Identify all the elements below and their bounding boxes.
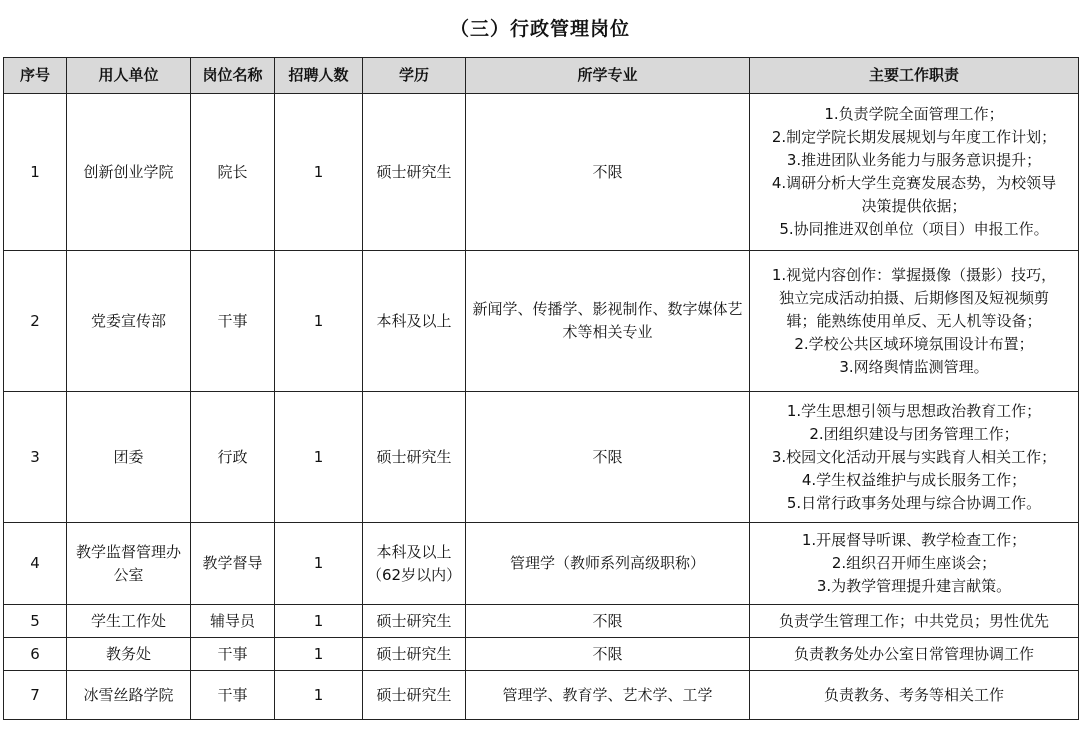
cell-count: 1 bbox=[275, 251, 363, 392]
cell-major: 不限 bbox=[466, 94, 750, 251]
cell-duties: 负责教务处办公室日常管理协调工作 bbox=[750, 638, 1079, 671]
table-row bbox=[4, 638, 1079, 671]
cell-unit: 教学监督管理办公室 bbox=[67, 523, 191, 605]
cell-major: 不限 bbox=[466, 605, 750, 638]
cell-major: 不限 bbox=[466, 392, 750, 523]
cell-education: 硕士研究生 bbox=[363, 671, 466, 720]
cell-duties bbox=[750, 251, 1079, 392]
duty-line: 独立完成活动拍摄、后期修图及短视频剪 bbox=[778, 288, 1049, 307]
cell-unit: 教务处 bbox=[67, 638, 191, 671]
cell-education: 硕士研究生 bbox=[363, 392, 466, 523]
header-unit: 用人单位 bbox=[67, 58, 191, 94]
cell-position: 干事 bbox=[191, 638, 275, 671]
duty-line: 2.学校公共区域环境氛围设计布置； bbox=[794, 334, 1034, 353]
cell-unit: 团委 bbox=[67, 392, 191, 523]
cell-education: 硕士研究生 bbox=[363, 638, 466, 671]
duty-line: 2.组织召开师生座谈会； bbox=[831, 554, 997, 572]
header-education: 学历 bbox=[363, 58, 466, 94]
duty-line: 3.网络舆情监测管理。 bbox=[839, 357, 989, 376]
table-row bbox=[4, 523, 1079, 605]
cell-count: 1 bbox=[275, 638, 363, 671]
table-row bbox=[4, 94, 1079, 251]
table-title: （三）行政管理岗位 bbox=[449, 18, 630, 40]
duty-line: 4.学生权益维护与成长服务工作； bbox=[801, 470, 1027, 489]
duty-line: 3.推进团队业务能力与服务意识提升； bbox=[786, 151, 1042, 169]
cell-duties bbox=[750, 523, 1079, 605]
duty-line: 1.视觉内容创作：掌握摄像（摄影）技巧， bbox=[771, 265, 1057, 284]
duty-line: 1.学生思想引领与思想政治教育工作； bbox=[786, 401, 1042, 420]
cell-position: 干事 bbox=[191, 671, 275, 720]
cell-major: 管理学（教师系列高级职称） bbox=[466, 523, 750, 605]
cell-duties: 负责教务、考务等相关工作 bbox=[750, 671, 1079, 720]
table-row bbox=[4, 392, 1079, 523]
cell-major: 管理学、教育学、艺术学、工学 bbox=[466, 671, 750, 720]
cell-no: 4 bbox=[4, 523, 67, 605]
cell-position: 辅导员 bbox=[191, 605, 275, 638]
cell-count: 1 bbox=[275, 671, 363, 720]
cell-duties bbox=[750, 94, 1079, 251]
cell-unit: 学生工作处 bbox=[67, 605, 191, 638]
header-count: 招聘人数 bbox=[275, 58, 363, 94]
header-position: 岗位名称 bbox=[191, 58, 275, 94]
table-row bbox=[4, 251, 1079, 392]
cell-no: 1 bbox=[4, 94, 67, 251]
cell-count: 1 bbox=[275, 392, 363, 523]
cell-education: 硕士研究生 bbox=[363, 94, 466, 251]
cell-no: 3 bbox=[4, 392, 67, 523]
duty-line: 3.为教学管理提升建言献策。 bbox=[816, 577, 1012, 595]
header-duties: 主要工作职责 bbox=[750, 58, 1079, 94]
recruitment-table bbox=[3, 57, 1079, 720]
cell-no: 7 bbox=[4, 671, 67, 720]
cell-count: 1 bbox=[275, 94, 363, 251]
cell-position: 行政 bbox=[191, 392, 275, 523]
table-row bbox=[4, 671, 1079, 720]
cell-education: 本科及以上 bbox=[363, 251, 466, 392]
header-row bbox=[4, 58, 1079, 94]
table-row bbox=[4, 605, 1079, 638]
cell-count: 1 bbox=[275, 605, 363, 638]
cell-unit: 党委宣传部 bbox=[67, 251, 191, 392]
duty-line: 3.校园文化活动开展与实践育人相关工作； bbox=[771, 447, 1057, 466]
duty-line: 2.制定学院长期发展规划与年度工作计划； bbox=[771, 128, 1057, 146]
cell-major: 新闻学、传播学、影视制作、数字媒体艺术等相关专业 bbox=[466, 251, 750, 392]
cell-education: 本科及以上（62岁以内） bbox=[363, 523, 466, 605]
duty-line: 5.协同推进双创单位（项目）申报工作。 bbox=[779, 220, 1049, 238]
duty-line: 2.团组织建设与团务管理工作； bbox=[809, 424, 1019, 443]
duty-line: 1.开展督导听课、教学检查工作； bbox=[801, 531, 1027, 549]
duty-line: 5.日常行政事务处理与综合协调工作。 bbox=[786, 493, 1042, 512]
cell-position: 院长 bbox=[191, 94, 275, 251]
cell-unit: 冰雪丝路学院 bbox=[67, 671, 191, 720]
duty-line: 辑；能熟练使用单反、无人机等设备； bbox=[786, 311, 1042, 330]
cell-major: 不限 bbox=[466, 638, 750, 671]
cell-education: 硕士研究生 bbox=[363, 605, 466, 638]
duty-line: 1.负责学院全面管理工作； bbox=[824, 105, 1004, 123]
duty-line: 决策提供依据； bbox=[861, 197, 967, 215]
cell-duties bbox=[750, 392, 1079, 523]
cell-unit: 创新创业学院 bbox=[67, 94, 191, 251]
cell-no: 5 bbox=[4, 605, 67, 638]
cell-position: 教学督导 bbox=[191, 523, 275, 605]
cell-count: 1 bbox=[275, 523, 363, 605]
header-major: 所学专业 bbox=[466, 58, 750, 94]
header-no: 序号 bbox=[4, 58, 67, 94]
cell-position: 干事 bbox=[191, 251, 275, 392]
cell-duties: 负责学生管理工作；中共党员；男性优先 bbox=[750, 605, 1079, 638]
duty-line: 4.调研分析大学生竞赛发展态势，为校领导 bbox=[771, 174, 1057, 192]
cell-no: 6 bbox=[4, 638, 67, 671]
cell-no: 2 bbox=[4, 251, 67, 392]
